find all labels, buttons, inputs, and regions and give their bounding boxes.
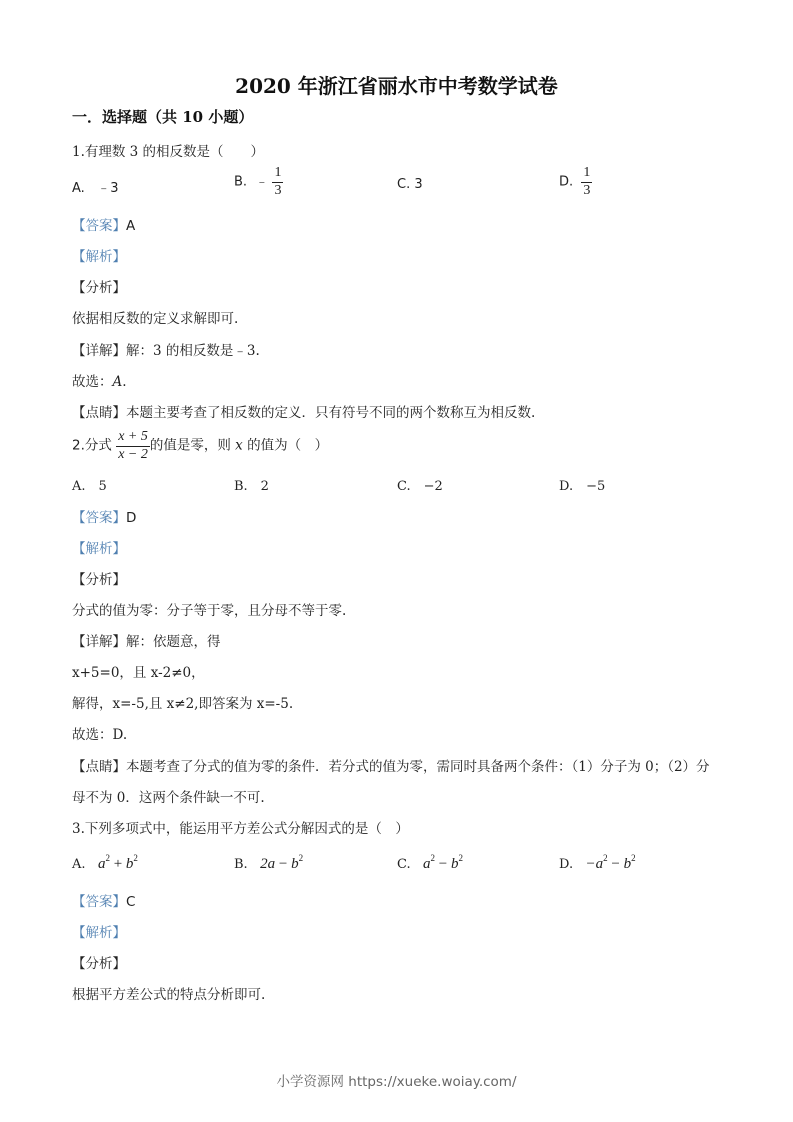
q2-jiexi-label: 【解析】: [72, 541, 126, 557]
q3-answer: 【答案】C: [72, 894, 136, 910]
q1-dianjing: 【点睛】本题主要考查了相反数的定义．只有符号不同的两个数称互为相反数.: [72, 405, 536, 421]
q2-step2: 解得，x=-5,且 x≠2,即答案为 x=-5.: [72, 696, 294, 712]
q2-fenxi-label: 【分析】: [72, 572, 126, 588]
q1-option-a: A. ﹣3: [72, 181, 119, 196]
q2-dianjing-2: 母不为 0．这两个条件缺一不可.: [72, 790, 265, 806]
math-expression: $2a - b^2$: [260, 853, 304, 872]
q1-option-c: C. 3: [397, 177, 423, 192]
q2-dianjing-1: 【点睛】本题考查了分式的值为零的条件．若分式的值为零，需同时具备两个条件：（1）分子为 0；（2）分: [72, 759, 710, 775]
q2-step1: x+5=0，且 x-2≠0，: [72, 665, 205, 681]
q1-guxuan: 故选：A.: [72, 374, 127, 390]
q2-option-b: B. 2: [234, 479, 269, 494]
fraction: $\frac{1}{3}$: [274, 165, 282, 198]
q3-option-c: C. $a^2 - b^2$: [397, 853, 463, 872]
q3-jiexi-label: 【解析】: [72, 925, 126, 941]
q3-option-d: D. $-a^2 - b^2$: [559, 853, 636, 872]
fraction: $\frac{1}{3}$: [583, 165, 591, 198]
q3-option-a: A. $a^2 + b^2$: [72, 853, 138, 872]
section-heading: 一．选择题（共 10 小题）: [72, 108, 254, 126]
q2-fenxi-text: 分式的值为零：分子等于零，且分母不等于零.: [72, 603, 347, 619]
math-expression: $a^2 - b^2$: [423, 853, 463, 872]
q1-stem: 1.有理数 3 的相反数是（ ）: [72, 144, 265, 160]
math-expression: $-a^2 - b^2$: [585, 853, 636, 872]
q1-jiexi-label: 【解析】: [72, 249, 126, 265]
answer-label: 【答案】: [72, 218, 126, 234]
q3-option-b: B. $2a - b^2$: [234, 853, 304, 872]
q2-option-c: C. −2: [397, 479, 443, 494]
q1-xiangjie: 【详解】解：3 的相反数是﹣3.: [72, 343, 260, 359]
page-title: 2020 年浙江省丽水市中考数学试卷: [235, 74, 558, 98]
q3-fenxi-text: 根据平方差公式的特点分析即可.: [72, 987, 266, 1003]
q2-stem: 2.分式 $\frac{x + 5}{x - 2}$ 的值是零，则 x 的值为（ ）: [72, 429, 329, 462]
q2-option-a: A. 5: [72, 479, 107, 494]
q1-fenxi-label: 【分析】: [72, 280, 126, 296]
q1-answer: 【答案】A: [72, 218, 136, 234]
q2-xiangjie: 【详解】解：依题意，得: [72, 634, 221, 650]
q1-option-b: B. ﹣ $\frac{1}{3}$: [234, 165, 282, 198]
fraction: $\frac{x + 5}{x - 2}$: [118, 429, 148, 462]
q3-fenxi-label: 【分析】: [72, 956, 126, 972]
q2-guxuan: 故选：D.: [72, 727, 128, 743]
q2-answer: 【答案】D: [72, 510, 137, 526]
q2-option-d: D. −5: [559, 479, 606, 494]
q1-option-d: D. $\frac{1}{3}$: [559, 165, 591, 198]
math-expression: $a^2 + b^2$: [97, 853, 138, 872]
q1-fenxi-text: 依据相反数的定义求解即可.: [72, 311, 239, 327]
footer-watermark: 小学资源网 https://xueke.woiay.com/: [276, 1074, 517, 1090]
q3-stem: 3.下列多项式中，能运用平方差公式分解因式的是（ ）: [72, 821, 409, 837]
